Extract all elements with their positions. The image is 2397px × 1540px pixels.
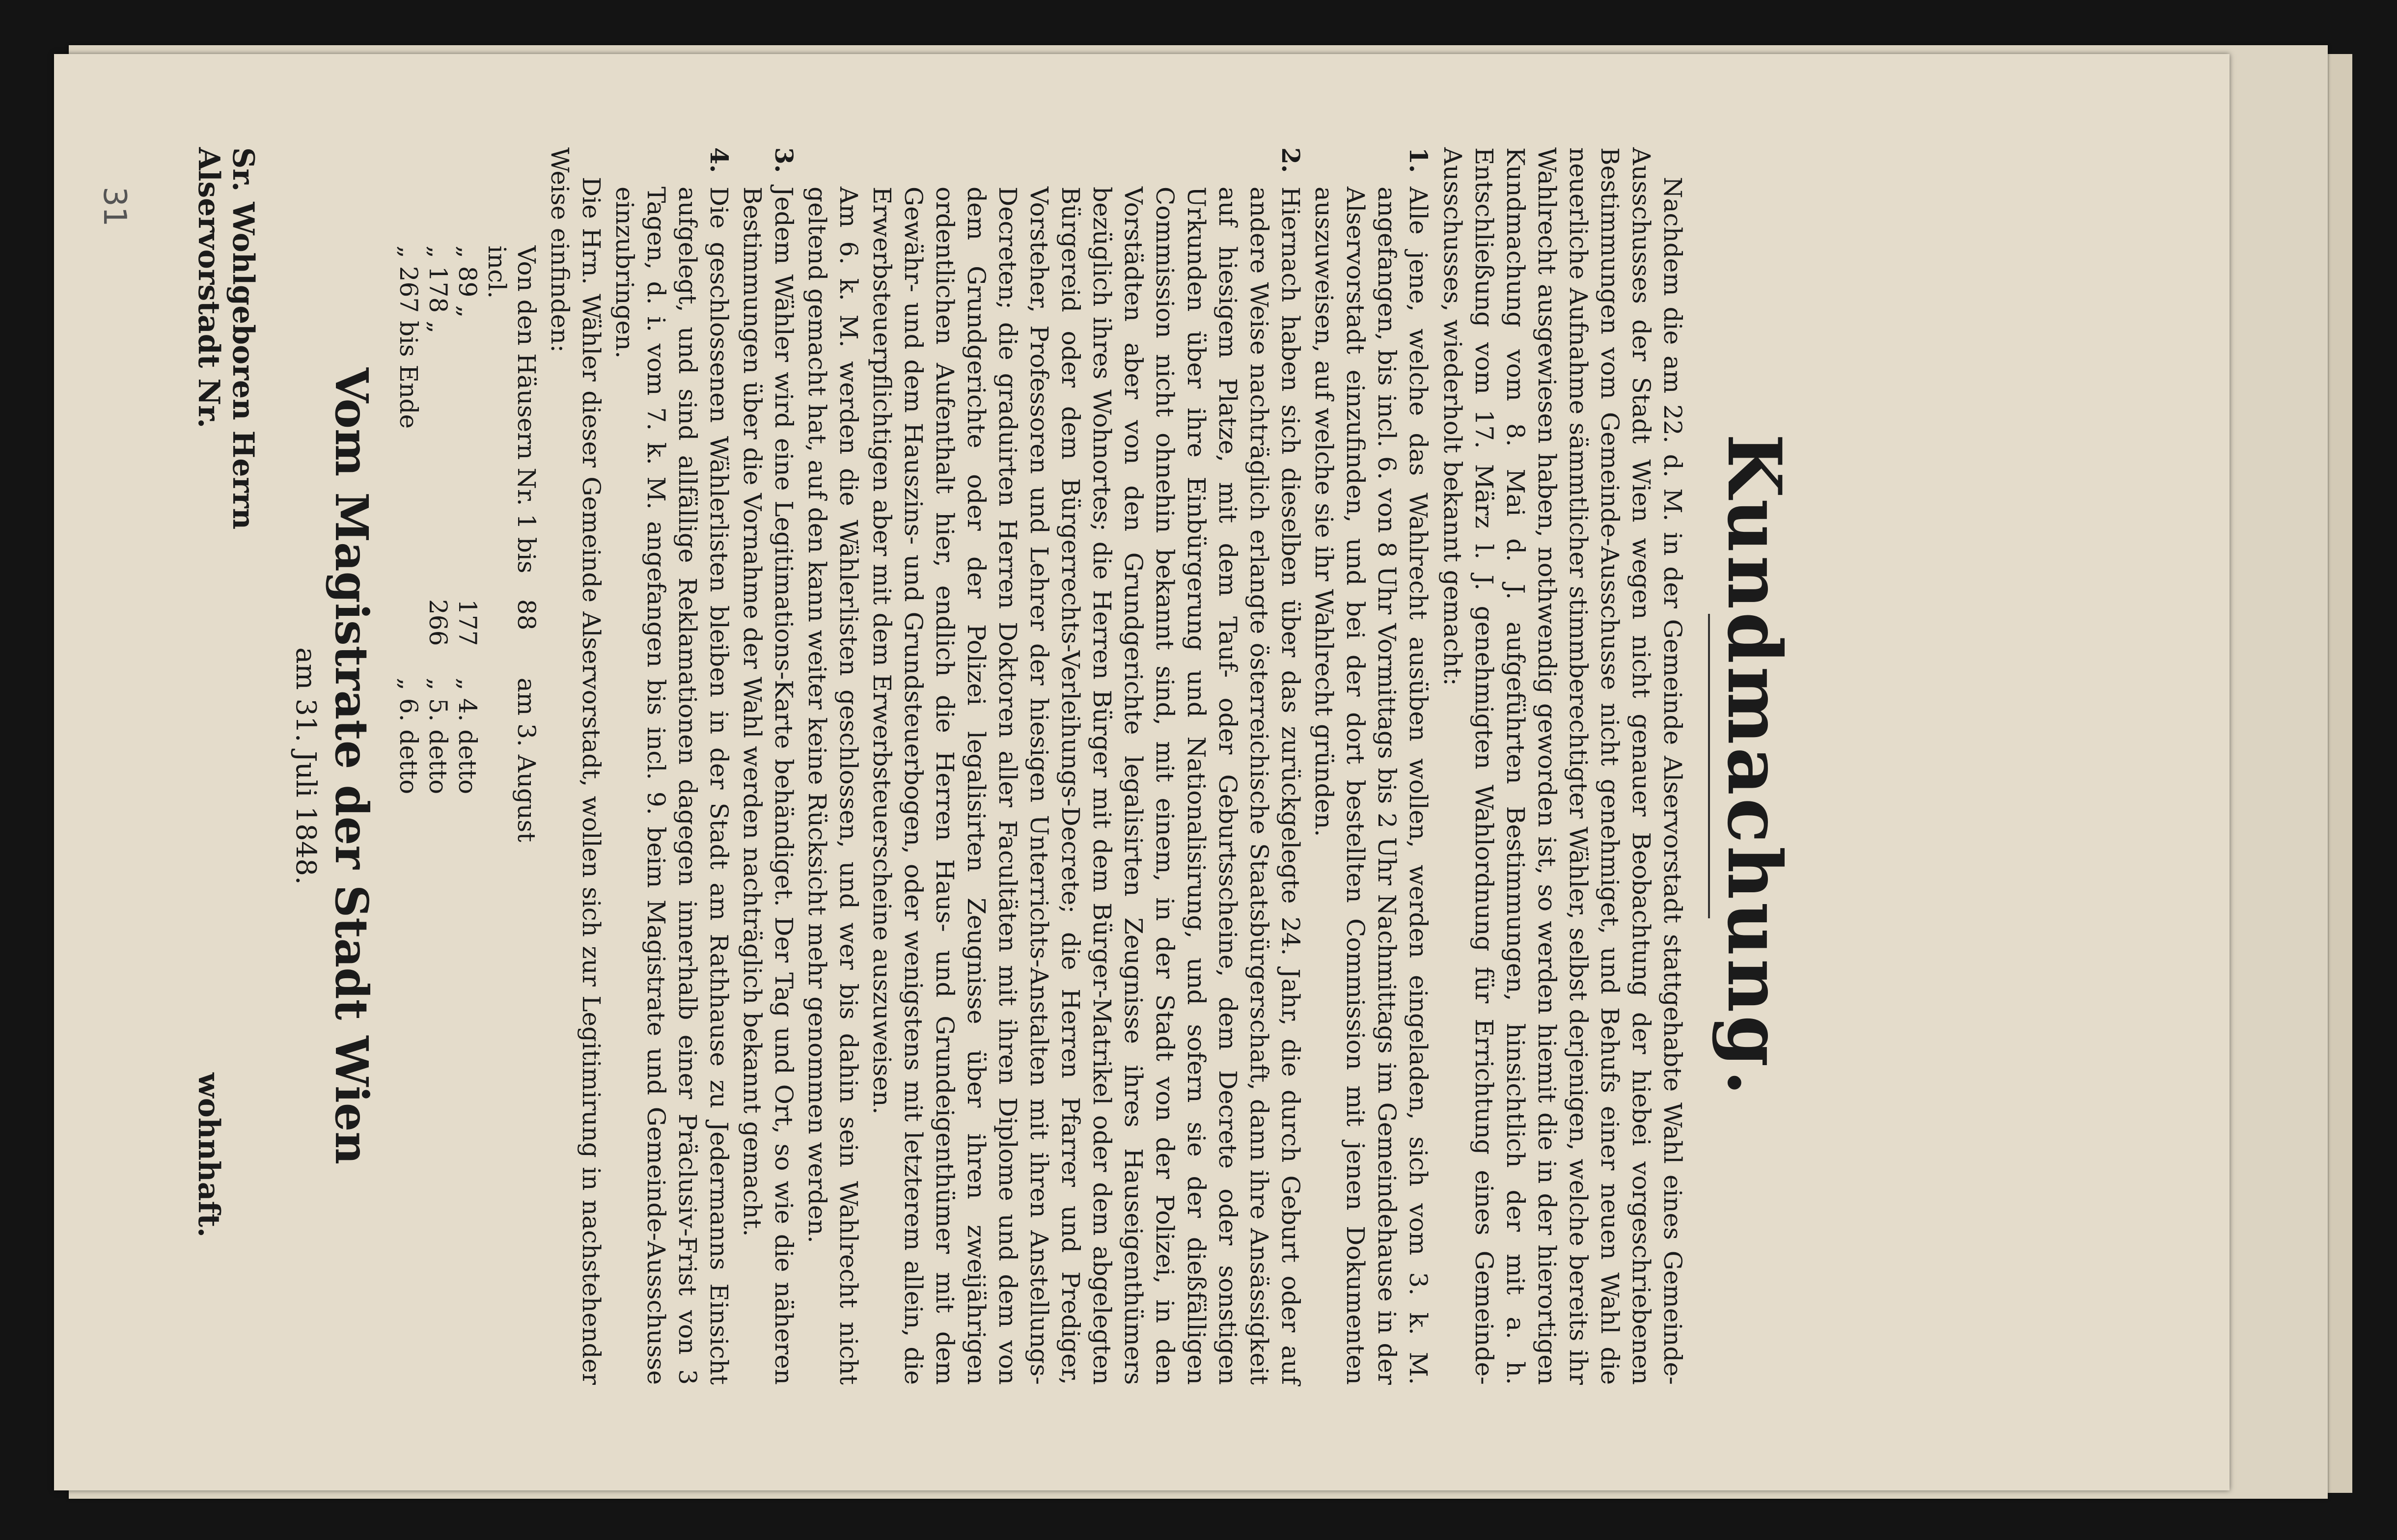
table-row — [483, 246, 542, 1385]
schedule-range: „ 89 „ — [453, 246, 482, 318]
schedule-upper: 88 — [512, 599, 541, 631]
item-number: 2. — [1276, 147, 1306, 173]
item-text: Am 6. k. M. werden die Wählerlisten geschlossen, und wer bis dahin sein Wahlrecht nicht geltend gemacht hat, auf den kann weiter keine Rücksicht mehr genommen werden. — [803, 187, 863, 1385]
schedule-day: „ 5. detto — [424, 678, 453, 795]
schedule-range: Von den Häusern Nr. 1 bis incl. — [483, 246, 541, 574]
schedule-intro: Die Hrn. Wähler dieser Gemeinde Alservorstadt, wollen sich zur Legitimirung in nachstehender Weise einfinden: — [546, 147, 606, 1385]
schedule-range: „ 178 „ — [424, 246, 453, 334]
schedule-day: „ 4. detto — [453, 678, 482, 795]
schedule-range: „ 267 bis Ende — [394, 246, 423, 429]
item-number — [802, 147, 865, 187]
table-row — [424, 246, 453, 1385]
address-line: Alservorstadt Nr. — [192, 147, 226, 429]
schedule-day: „ 6. detto — [394, 678, 423, 795]
address-block — [192, 147, 260, 737]
issue-date: am 31. Juli 1848. — [290, 647, 322, 885]
list-item — [1309, 147, 1434, 1385]
schedule-upper — [394, 599, 424, 678]
item-number: 3. — [770, 147, 799, 173]
item-text: Hiernach haben sich dieselben über das zurückgelegte 24. Jahr, die durch Geburt oder auf andere Weise nachträglich erlangte österreichische Staatsbürgerschaft, dann ihre Ansässigkeit auf hiesigem Platze, mit dem Tauf- oder Geburtsscheine, dem Decrete oder sonstigen Urkunden über ihre Einbürgerung und Nationalisirung, und sofern sie der dießfälligen Commission nicht ohnehin bekannt sind, mit einem, in der Stadt von der Polizei, in den Vorstädten aber von den Grundgerichte legalisirten Zeugnisse ihres Hauseigenthümers bezüglich ihres Wohnortes; die Herren Bürger mit dem Bürger-Matrikel oder dem abgelegten Bürgereid oder dem Bürgerrechts-Verleihungs-Decrete; die Herren Pfarrer und Prediger, Vorsteher, Professoren und Lehrer der hiesigen Unterrichts-Anstalten mit ihren Anstellungs-Decreten; die graduirten Herren Doktoren aller Facultäten mit ihren Diplome und dem von dem Grundgerichte oder der Polizei legalisirten Zeugnisse über ihren zweijährigen ordentlichen Aufenthalt hier, endlich die Herren Haus- und Grundeigenthümer mit dem Gewähr- und dem Hauszins- und Grundsteuerbogen, oder wenigstens mit letzterem allein, die Erwerbsteuerpflichtigen aber mit dem Erwerbsteuerscheine auszuweisen. — [868, 187, 1305, 1385]
schedule-day: am 3. August — [512, 678, 541, 842]
schedule-table — [394, 246, 542, 1385]
title-divider — [1708, 614, 1710, 918]
item-text: Die geschlossenen Wählerlisten bleiben in der Stadt am Rathhause zu Jedermanns Einsicht aufgelegt, und sind allfällige Reklamationen dagegen innerhalb einer Präclusiv-Frist von 3 Tagen, d. i. vom 7. k. M. angefangen bis incl. 9. beim Magistrate und Gemeinde-Ausschusse einzubringen. — [610, 187, 734, 1385]
document-body — [545, 147, 1689, 1385]
list-item — [802, 147, 865, 1385]
item-number: 4. — [705, 147, 734, 173]
item-number: 1. — [1404, 147, 1433, 173]
residence-label: wohnhaft. — [192, 1072, 226, 1238]
pencil-annotation: 31 — [96, 187, 133, 227]
schedule-upper: 177 — [453, 599, 482, 646]
list-item — [609, 147, 735, 1385]
issuer-signature: Vom Magistrate der Stadt Wien — [325, 367, 379, 1165]
address-footer — [192, 147, 260, 1385]
addressee-line: Sr. Wohlgeboren Herrn — [226, 147, 261, 530]
document-title: Kundmachung. — [1711, 434, 1797, 1099]
schedule-upper: 266 — [424, 599, 453, 646]
item-text: Alle jene, welche das Wahlrecht ausüben wollen, werden eingeladen, sich vom 3. k. M. angefangen, bis incl. 6. von 8 Uhr Vormittags bis 2 Uhr Nachmittags im Gemeindehause in der Alservorstadt einzufinden, und bei der dort bestellten Commission mit jenen Dokumenten auszuweisen, auf welche sie ihr Wahlrecht gründen. — [1310, 187, 1433, 1385]
table-row — [394, 246, 424, 1385]
item-text: Jedem Wähler wird eine Legitimations-Karte behändiget. Der Tag und Ort, so wie die näheren Bestimmungen über die Vornahme der Wahl werden nachträglich bekannt gemacht. — [738, 187, 799, 1385]
table-row — [453, 246, 483, 1385]
document-content — [172, 147, 1797, 1385]
intro-paragraph: Nachdem die am 22. d. M. in der Gemeinde Alservorstadt stattgehabte Wahl eines Gemeinde-Ausschusses der Stadt Wien wegen nicht genauer Beobachtung der hiebei vorgeschriebenen Bestimmungen vom Gemeinde-Ausschusse nicht genehmiget, und Behufs einer neuen Wahl die neuerliche Aufnahme sämmtlicher stimmberechtigter Wähler, selbst derjenigen, welche bereits ihr Wahlrecht ausgewiesen haben, nothwendig geworden ist, so werden hiemit die in der hierortigen Kundmachung vom 8. Mai d. J. aufgeführten Bestimmungen, hinsichtlich der mit a. h. Entschließung vom 17. März l. J. genehmigten Wahlordnung für Errichtung eines Gemeinde-Ausschusses, wiederholt bekannt gemacht: — [1438, 147, 1687, 1385]
list-item — [737, 147, 800, 1385]
list-item — [867, 147, 1307, 1385]
